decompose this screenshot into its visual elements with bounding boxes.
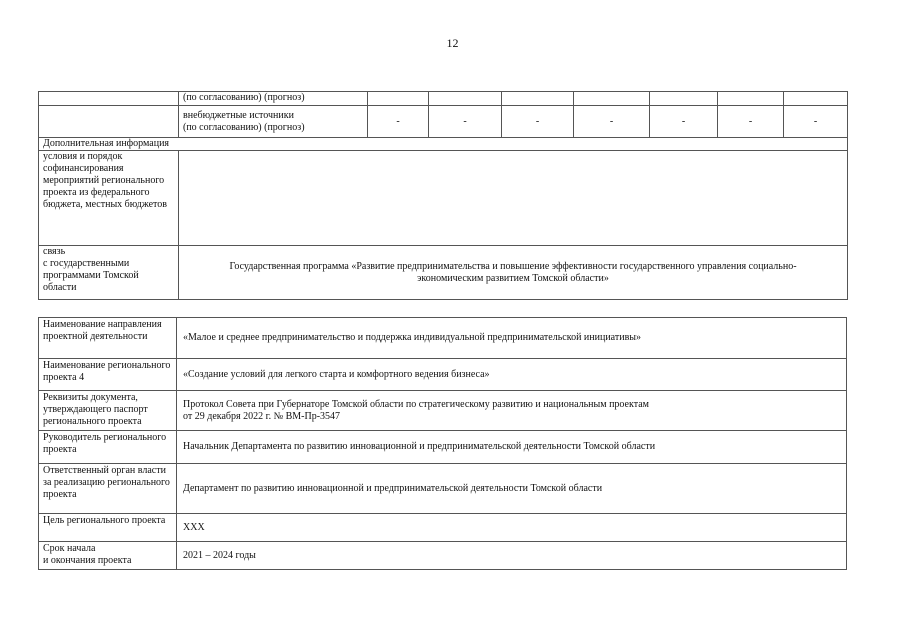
value-cell: - [574, 106, 650, 138]
value-cell: - [650, 106, 718, 138]
row-label: внебюджетные источники (по согласованию) (прогноз) [179, 106, 368, 138]
additional-info-row [39, 138, 848, 151]
program-link-label: связь с государственными программами Томской области [39, 246, 179, 300]
page-number: 12 [446, 36, 459, 50]
passport-label: Реквизиты документа, утверждающего паспорт регионального проекта [39, 391, 177, 431]
passport-value: «Создание условий для легкого старта и комфортного ведения бизнеса» [177, 359, 847, 391]
cofinancing-row [39, 151, 848, 246]
value-cell: - [784, 106, 848, 138]
passport-row [39, 464, 847, 514]
empty-cell [39, 106, 179, 138]
passport-value: Департамент по развитию инновационной и предпринимательской деятельности Томской области [177, 464, 847, 514]
passport-value: Протокол Совета при Губернаторе Томской области по стратегическому развитию и национальным проектам от 29 декабря 2022 г. № ВМ-Пр-3547 [177, 391, 847, 431]
passport-label: Цель регионального проекта [39, 514, 177, 542]
passport-label: Наименование регионального проекта 4 [39, 359, 177, 391]
passport-row [39, 359, 847, 391]
passport-value: Начальник Департамента по развитию инновационной и предпринимательской деятельности Томской области [177, 431, 847, 464]
row-label: (по согласованию) (прогноз) [179, 92, 368, 106]
funding-row-extrabudget [39, 106, 848, 138]
passport-value: «Малое и среднее предпринимательство и поддержка индивидуальной предпринимательской инициативы» [177, 318, 847, 359]
passport-row [39, 514, 847, 542]
funding-table [38, 91, 848, 300]
passport-row [39, 431, 847, 464]
cofinancing-label: условия и порядок софинансирования мероприятий регионального проекта из федерального бюджета, местных бюджетов [39, 151, 179, 246]
project-passport-table [38, 317, 847, 570]
cofinancing-value [179, 151, 848, 246]
passport-row [39, 542, 847, 570]
value-cell: - [429, 106, 502, 138]
funding-row-partial [39, 92, 848, 106]
passport-row [39, 318, 847, 359]
passport-label: Срок начала и окончания проекта [39, 542, 177, 570]
passport-value: 2021 – 2024 годы [177, 542, 847, 570]
value-cell: - [368, 106, 429, 138]
section-heading: Дополнительная информация [39, 138, 848, 151]
empty-cell [39, 92, 179, 106]
value-cell: - [718, 106, 784, 138]
passport-row [39, 391, 847, 431]
program-link-row [39, 246, 848, 300]
passport-label: Руководитель регионального проекта [39, 431, 177, 464]
passport-label: Наименование направления проектной деятельности [39, 318, 177, 359]
value-cell: - [502, 106, 574, 138]
program-link-value: Государственная программа «Развитие предпринимательства и повышение эффективности государственного управления социально-экономическим развитием Томской области» [179, 246, 848, 300]
passport-label: Ответственный орган власти за реализацию регионального проекта [39, 464, 177, 514]
passport-value: ХХХ [177, 514, 847, 542]
